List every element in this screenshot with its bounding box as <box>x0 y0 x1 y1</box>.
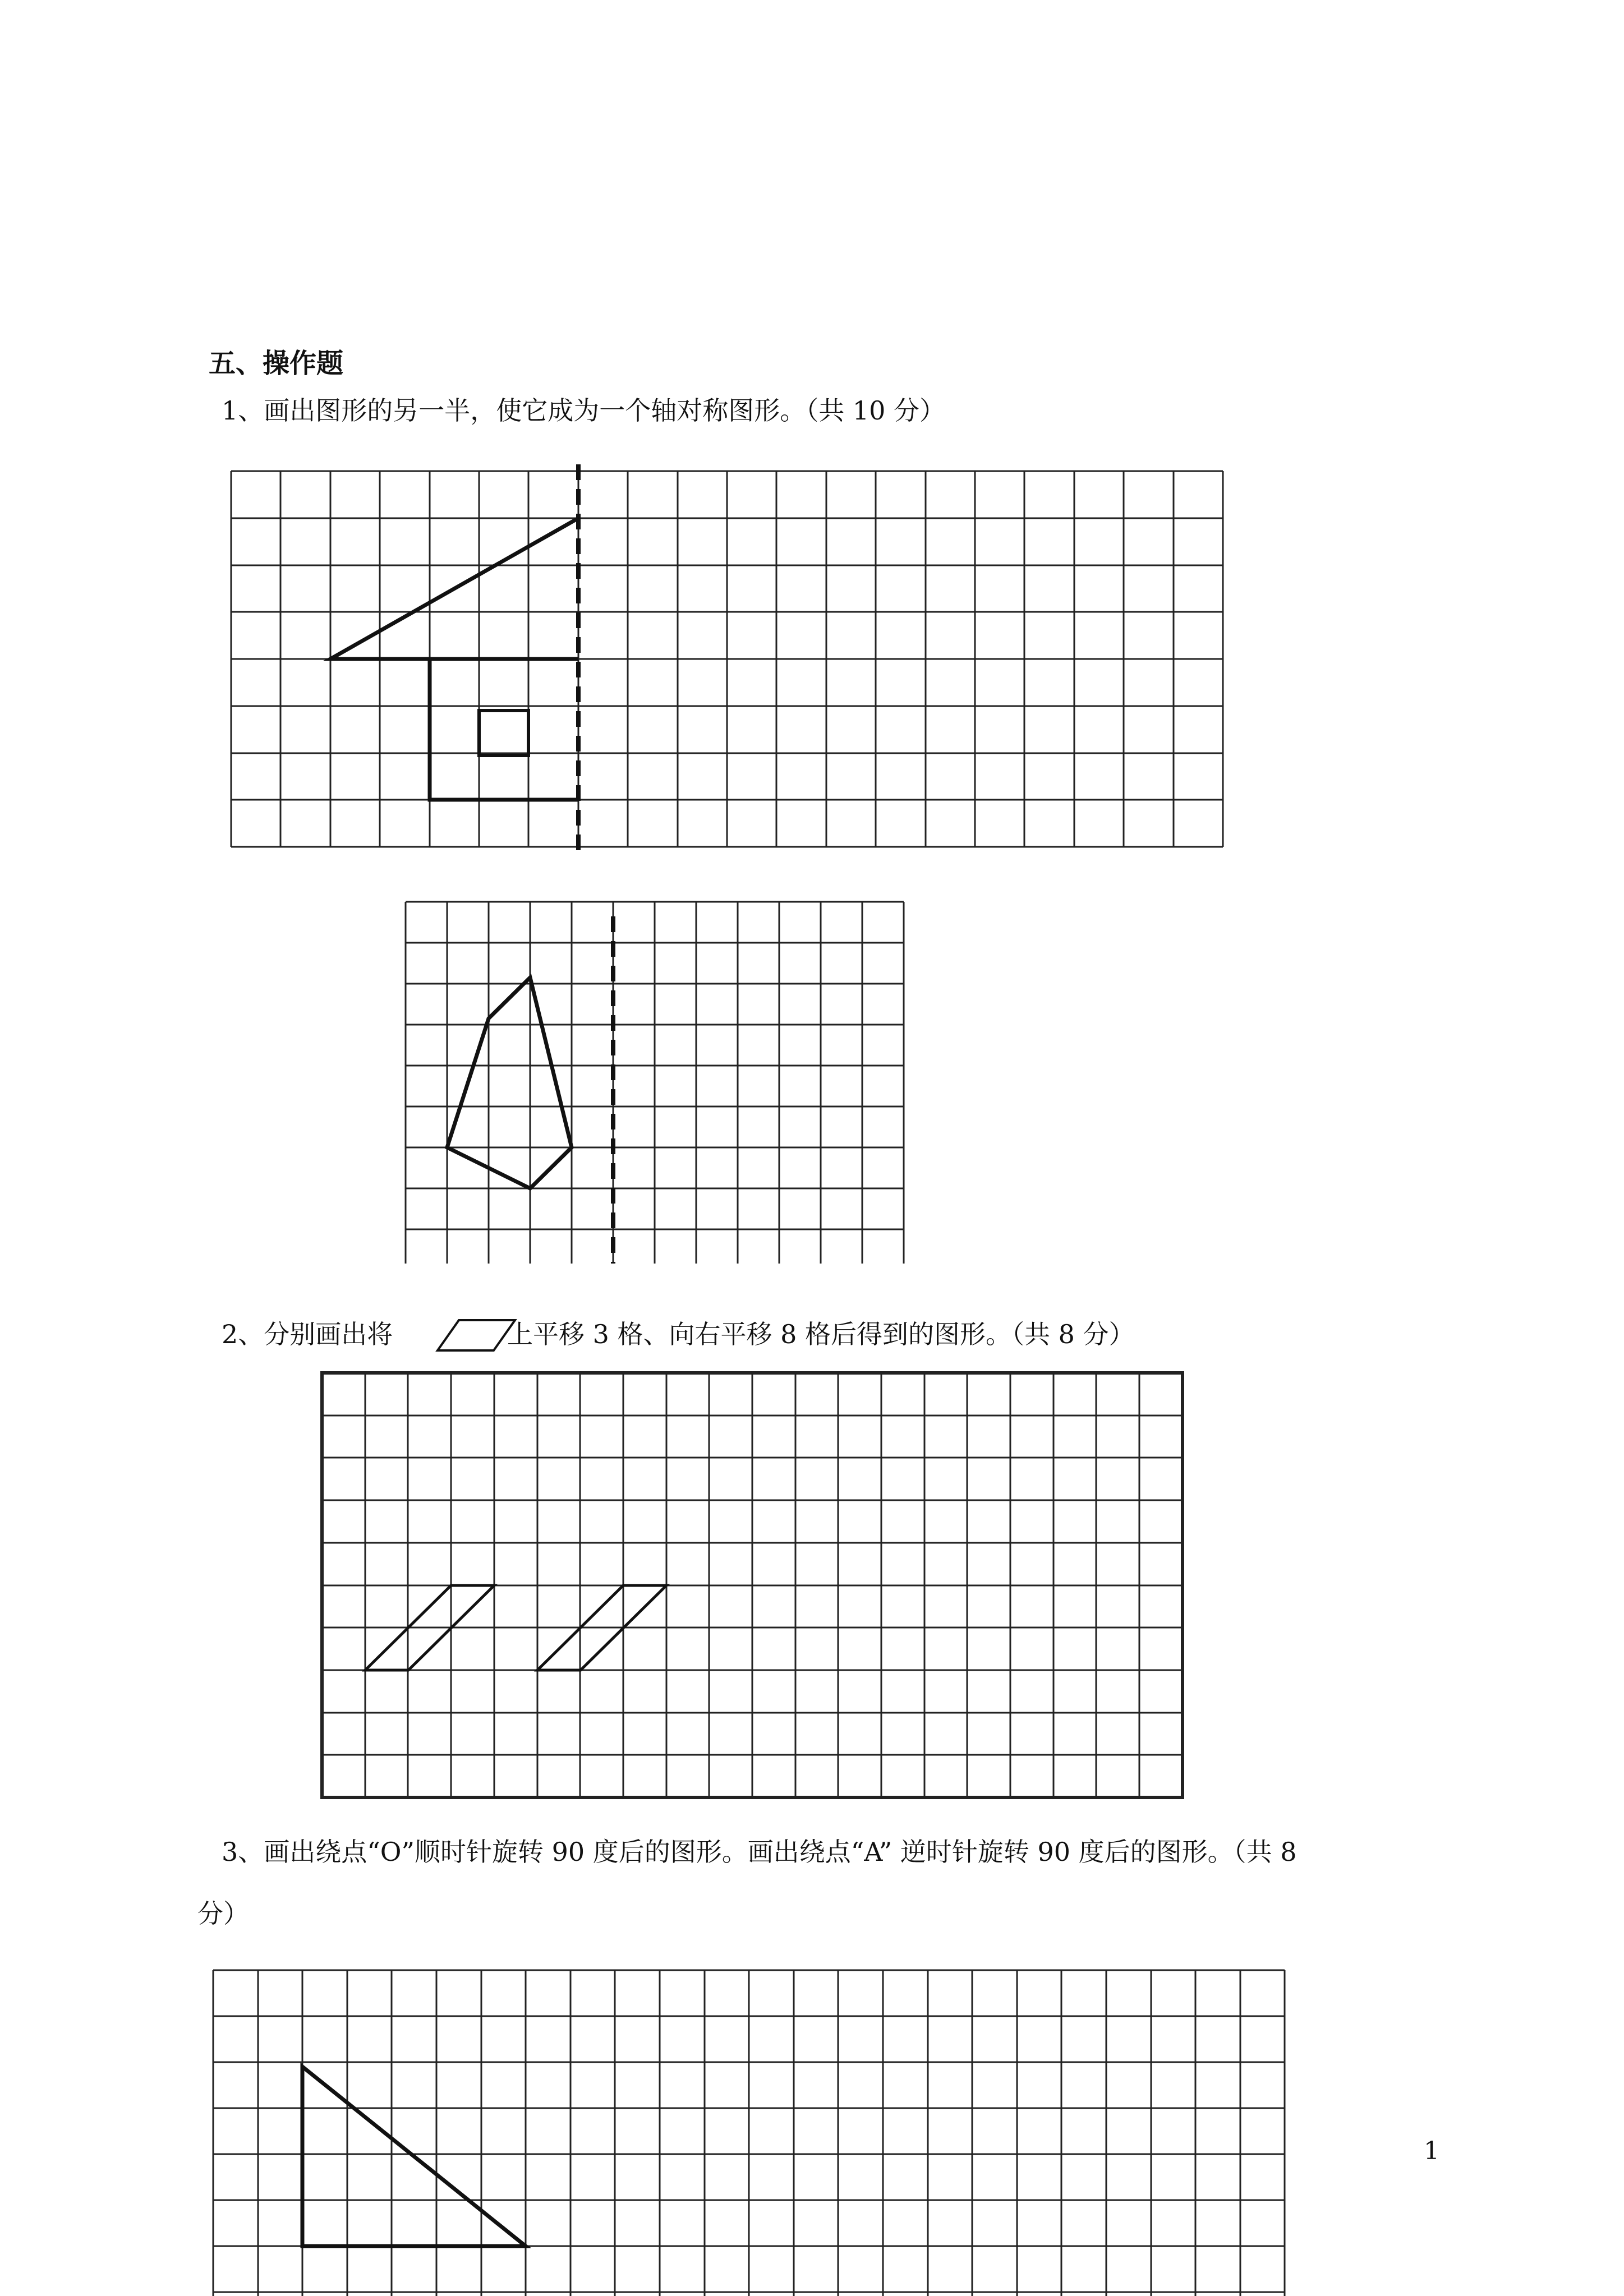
q3-text-line1: 3、画出绕点“O”顺时针旋转 90 度后的图形。画出绕点“A” 逆时针旋转 90 度后的图形。（共 8 <box>222 1837 1297 1867</box>
q2-grid-figure <box>314 1368 1189 1806</box>
q1-text: 1、画出图形的另一半，使它成为一个轴对称图形。（共 10 分） <box>222 395 946 426</box>
q2-text-after: 上平移 3 格、向右平移 8 格后得到的图形。（共 8 分） <box>507 1319 1135 1349</box>
q2-text-before: 2、分别画出将 <box>222 1319 393 1349</box>
q1-grid-2 <box>406 902 904 1264</box>
window-square <box>479 711 528 755</box>
right-triangle-shape <box>302 2067 526 2246</box>
section-title: 五、操作题 <box>209 348 344 379</box>
page-number: 1 <box>1424 2137 1439 2165</box>
q3-text-line2: 分） <box>197 1898 249 1929</box>
house-wall-shape <box>430 659 578 800</box>
roof-shape <box>330 518 578 659</box>
q1-grid-figure-1 <box>224 460 1234 864</box>
q3-grid-figure <box>208 1966 1301 2296</box>
quadrilateral-shape <box>447 978 572 1188</box>
q1-grid-figure-2 <box>401 896 917 1272</box>
